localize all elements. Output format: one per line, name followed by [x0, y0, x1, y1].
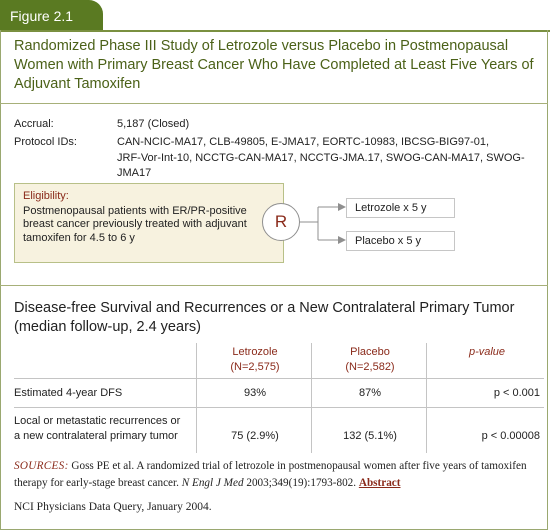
abstract-link[interactable]: Abstract	[358, 477, 401, 489]
footer-credit: NCI Physicians Data Query, January 2004.	[14, 501, 212, 513]
eligibility-box	[14, 183, 284, 263]
eligibility-heading: Eligibility:	[23, 190, 69, 202]
results-title: Disease-free Survival and Recurrences or a New Contralateral Primary Tumor (median follow-up, 2.4 years)	[14, 300, 515, 335]
cell-pvalue: p < 0.001	[493, 387, 540, 399]
col-header-letrozole	[205, 345, 305, 375]
cell-letrozole: 93%	[243, 387, 267, 399]
figure-title: Randomized Phase III Study of Letrozole versus Placebo in Postmenopausal Women with Primary Breast Cancer Who Have Completed at Least Five Years of Adjuvant Tamoxifen	[14, 38, 534, 92]
cell-pvalue: p < 0.00008	[481, 430, 540, 442]
protocol-ids-line-1: CAN-NCIC-MA17, CLB-49805, E-JMA17, EORTC-10983, IBCSG-BIG97-01,	[117, 136, 490, 148]
row-label-line-1: Local or metastatic recurrences or	[14, 415, 181, 427]
col-header-pvalue	[432, 345, 542, 360]
table-divider-2	[311, 343, 312, 453]
col-header-placebo-n: (N=2,582)	[345, 361, 395, 373]
arm-placebo: Placebo x 5 y	[346, 231, 455, 251]
col-header-placebo	[320, 345, 420, 375]
table-divider-3	[426, 343, 427, 453]
col-header-letrozole-n: (N=2,575)	[230, 361, 280, 373]
eligibility-text: Postmenopausal patients with ER/PR-positive breast cancer previously treated with adjuvant tamoxifen for 4.5 to 6 y	[23, 204, 247, 244]
sources-citation: Goss PE et al. A randomized trial of letrozole in postmenopausal women after five years of tamoxifen therapy for early-stage breast cancer.	[14, 460, 527, 489]
col-header-pvalue-label: p-value	[468, 346, 506, 358]
accrual-label: Accrual:	[14, 118, 54, 130]
table-divider-1	[196, 343, 197, 453]
cell-placebo: 87%	[358, 387, 382, 399]
table-rule-header	[14, 378, 544, 379]
col-header-letrozole-name: Letrozole	[232, 346, 278, 358]
randomization-circle: R	[262, 203, 300, 241]
cell-placebo: 132 (5.1%)	[343, 430, 397, 442]
section-divider	[0, 285, 548, 286]
figure-label: Figure 2.1	[10, 8, 74, 24]
sources-journal: N Engl J Med	[181, 477, 244, 489]
row-label: Estimated 4-year DFS	[14, 387, 123, 399]
arm-letrozole: Letrozole x 5 y	[346, 198, 455, 218]
sources-details: 2003;349(19):1793-802.	[246, 477, 357, 489]
cell-letrozole: 75 (2.9%)	[231, 430, 279, 442]
sources-note	[14, 458, 544, 492]
sources-label: SOURCES:	[14, 460, 69, 472]
protocol-ids-line-2: JRF-Vor-Int-10, NCCTG-CAN-MA17, NCCTG-JMA.17, SWOG-CAN-MA17, SWOG-JMA17	[117, 152, 525, 179]
row-label-line-2: a new contralateral primary tumor	[14, 430, 178, 442]
col-header-placebo-name: Placebo	[350, 346, 390, 358]
protocol-label: Protocol IDs:	[14, 136, 77, 148]
table-rule-row-1	[14, 407, 544, 408]
accrual-value: 5,187 (Closed)	[117, 118, 190, 130]
